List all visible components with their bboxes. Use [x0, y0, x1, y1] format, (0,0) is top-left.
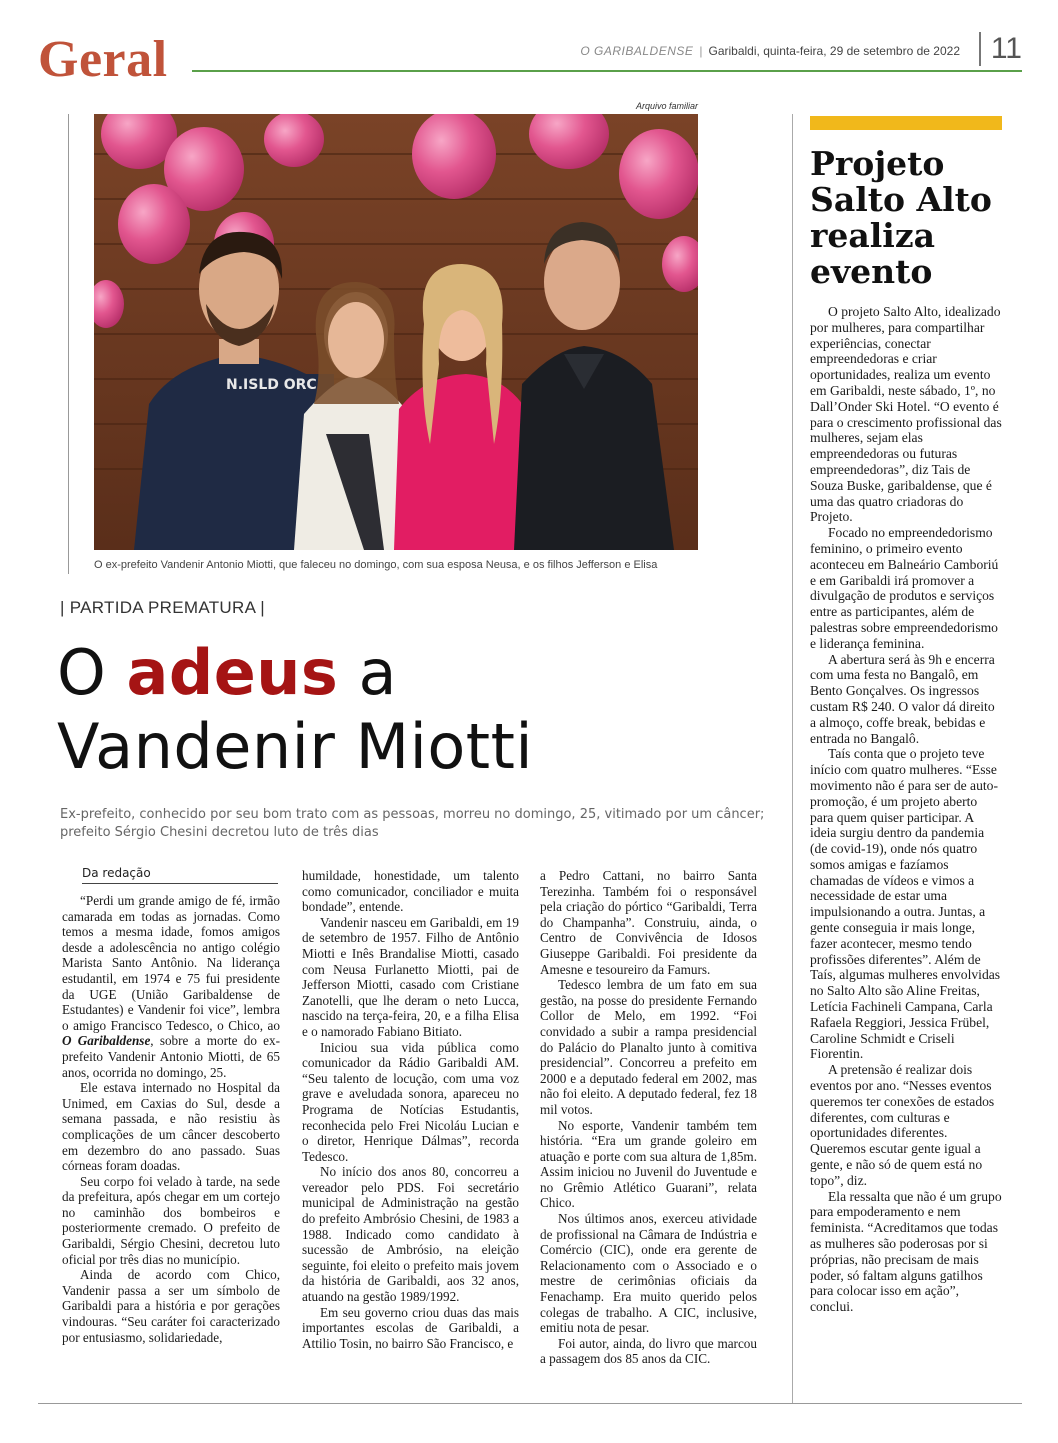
newspaper-name: O GARIBALDENSE [580, 44, 694, 58]
paragraph: No início dos anos 80, concorreu a vereador pelo PDS. Foi secretário municipal de Administração na gestão do prefeito Ambrósio Chesini, de 1983 a 1988. Indicado como candidato à sucessão de Ambrósio, na eleição seguinte, foi eleito o prefeito mais jovem da história de Garibaldi, aos 32 anos, atuando na gestão 1989/1992. [302, 1164, 519, 1305]
paragraph-text: , sobre a morte do ex-prefeito Vandenir Antonio Miotti, de 65 anos, ocorrida no domingo, 25. [62, 1033, 280, 1080]
shirt-text: N.ISLD ORC [226, 377, 317, 393]
photo-caption: O ex-prefeito Vandenir Antonio Miotti, que faleceu no domingo, com sua esposa Neusa, e os filhos Jefferson e Elisa [94, 559, 658, 571]
paragraph: a Pedro Cattani, no bairro Santa Terezinha. Também foi o responsável pela criação do pórtico “Garibaldi, Terra do Champanha”. Construiu, ainda, o Centro de Convivência de Idosos Giuseppe Garibaldi. Foi presidente da Amesne e tesoureiro da Famurs. [540, 868, 757, 977]
photo-credit: Arquivo familiar [636, 101, 699, 111]
sidebar-accent-bar [810, 116, 1002, 130]
dateline: Garibaldi, quinta-feira, 29 de setembro de 2022 [708, 44, 960, 58]
paragraph: Em seu governo criou duas das mais importantes escolas de Garibaldi, a Attilio Tosin, no bairro São Francisco, e [302, 1304, 519, 1351]
paragraph: Foi autor, ainda, do livro que marcou a passagem dos 85 anos da CIC. [540, 1335, 757, 1367]
section-title: Geral [38, 31, 168, 88]
paragraph [62, 893, 280, 1080]
paragraph: Vandenir nasceu em Garibaldi, em 19 de setembro de 1957. Filho de Antônio Miotti e Inês Brandalise Miotti, casado com Neusa Furlanetto Miotti, pai de Jefferson Miotti, casado com Cristiane Zanotelli, que lhe deram o neto Lucca, nascido na terça-feira, 20, e a filha Elisa e o namorado Fabiano Bitiato. [302, 914, 519, 1039]
sidebar-body [810, 304, 1003, 1315]
headline [57, 636, 533, 784]
headline-accent: adeus [126, 636, 339, 709]
headline-line2: Vandenir Miotti [57, 710, 534, 783]
family-photo [94, 114, 698, 550]
article-column-1 [62, 893, 280, 1345]
article-column-3 [540, 868, 757, 1367]
column-divider [792, 114, 793, 1404]
subhead: Ex-prefeito, conhecido por seu bom trato com as pessoas, morreu no domingo, 25, vitimado por um câncer; prefeito Sérgio Chesini decretou luto de três dias [60, 807, 765, 840]
header-separator: | [699, 44, 703, 58]
byline: Da redação [82, 866, 278, 884]
paragraph: No esporte, Vandenir também tem história. “Era um grande goleiro em atuação e porte com sua altura de 1,85m. Assim iniciou no Juvenil do Juventude e no Grêmio Atlético Guarani”, relata Chico. [540, 1117, 757, 1211]
paragraph: Seu corpo foi velado à tarde, na sede da prefeitura, após chegar em um cortejo no caminhão dos bombeiros e posteriormente cremado. O prefeito de Garibaldi, Sérgio Chesini, decretou luto oficial por três dias no município. [62, 1173, 280, 1267]
headline-part1: O [57, 636, 127, 709]
paragraph: A pretensão é realizar dois eventos por ano. “Nesses eventos queremos ter conexões de estados diferentes, com culturas e oportunidades diferentes. Queremos escutar gente igual a gente, e não só de quem está no topo”, diz. [810, 1062, 995, 1188]
paragraph: humildade, honestidade, um talento como comunicador, conciliador e muita bondade”, entende. [302, 868, 519, 915]
paragraph: A abertura será às 9h e encerra com uma festa no Bangalô, em Bento Gonçalves. Os ingressos custam R$ 240. O valor dá direito a almoço, coffe break, bebidas e entrada no Bangalô. [810, 651, 995, 746]
kicker: | PARTIDA PREMATURA | [60, 598, 266, 617]
paragraph: O projeto Salto Alto, idealizado por mulheres, para compartilhar experiências, conectar empreendedoras e criar oportunidades, realiza um evento em Garibaldi, neste sábado, 1º, no Dall’Onder Ski Hotel. “O evento é para o crescimento profissional das mulheres, sejam elas empreendedoras ou futuras empreendedoras”, diz Tais de Souza Buske, garibaldense, que é uma das quatro criadoras do Projeto. [810, 304, 1002, 525]
header-rule [192, 70, 1022, 72]
paragraph: Ela ressalta que não é um grupo para empoderamento e nem feminista. “Acreditamos que todas as mulheres são poderosas por si próprias, não precisam de mais poder, só faltam alguns gatilhos para colocar isso em ação”, conclui. [810, 1188, 1002, 1315]
paragraph: Focado no empreendedorismo feminino, o primeiro evento aconteceu em Balneário Camboriú e em Garibaldi irá promover a divulgação de produtos e serviços entre as participantes, além de palestras sobre empreendedorismo e liderança feminina. [810, 525, 999, 651]
page-number: 11 [979, 32, 1022, 66]
paragraph: Nos últimos anos, exerceu atividade de profissional na Câmara de Indústria e Comércio (CIC), onde era gerente de Relacionamento com o Associado e o mestre de cerimônias oficiais da Fenachamp. Era muito querido pelos colegas de trabalho. A CIC, inclusive, emitiu nota de pesar. [540, 1211, 757, 1336]
paragraph: Ainda de acordo com Chico, Vandenir passa a ser um símbolo de Garibaldi para a história e por gerações vindouras. “Seu caráter foi caracterizado por entusiasmo, solidariedade, [62, 1267, 280, 1345]
paragraph: Ele estava internado no Hospital da Unimed, em Caxias do Sul, desde a semana passada, e não resistiu às complicações de um câncer descoberto em dezembro do ano passado. Suas córneas foram doadas. [62, 1080, 280, 1174]
paragraph: Iniciou sua vida pública como comunicador da Rádio Garibaldi AM. “Seu talento de locução, com uma voz grave e aveludada sonora, apareceu no Programa de Notícias Estudantis, reconhecida pelo Frei Nicoláu Lucian e o diretor, Henrique Dálmas”, recorda Tedesco. [302, 1039, 519, 1164]
paragraph: Tedesco lembra de um fato em sua gestão, na posse do presidente Fernando Collor de Melo, em 1992. “Foi convidado a subir a rampa presidencial do Palácio do Planalto junto à comitiva presidencial”. Concorreu a prefeito em 2000 e a deputado federal em 2002, mas não foi eleito. A deputado federal, fez 18 mil votos. [540, 977, 757, 1117]
footer-rule [38, 1403, 1022, 1404]
paragraph: Taís conta que o projeto teve início com quatro mulheres. “Esse movimento não é para ser de auto-promoção, é um projeto aberto para quem quiser participar. A ideia surgiu dentro da pandemia (de covid-19), onde nós quatro somos amigas e fazíamos chamadas de vídeos e vimos a necessidade de estar uma impulsionando a outra. Juntas, a gente conseguia ir mais longe, fazer acontecer, mesmo tendo profissões diferentes”. Além de Taís, algumas mulheres envolvidas no Salto Alto são Aline Freitas, Letícia Fachineli Campana, Carla Rafaela Reggiori, Jessica Frübel, Caroline Schmidt e Criseli Fiorentin. [810, 746, 1001, 1062]
headline-part2: a [338, 636, 398, 709]
article-column-2 [302, 868, 519, 1351]
newspaper-mention: O Garibaldense [62, 1033, 151, 1049]
paragraph-text: “Perdi um grande amigo de fé, irmão camarada em todas as jornadas. Como temos a mesma idade, fomos amigos desde a adolescência no antigo colégio Marista Santo Antônio. Na liderança estudantil, em 1974 e 75 fui presidente da UGE (União Garibaldense de Estudantes) e Vandenir foi vice”, lembra o amigo Francisco Tedesco, o Chico, ao [62, 893, 280, 1033]
left-rule [68, 114, 69, 574]
sidebar-title: Projeto Salto Alto realiza evento [810, 144, 992, 291]
header-meta [580, 44, 960, 58]
photo-illustration [94, 114, 698, 550]
